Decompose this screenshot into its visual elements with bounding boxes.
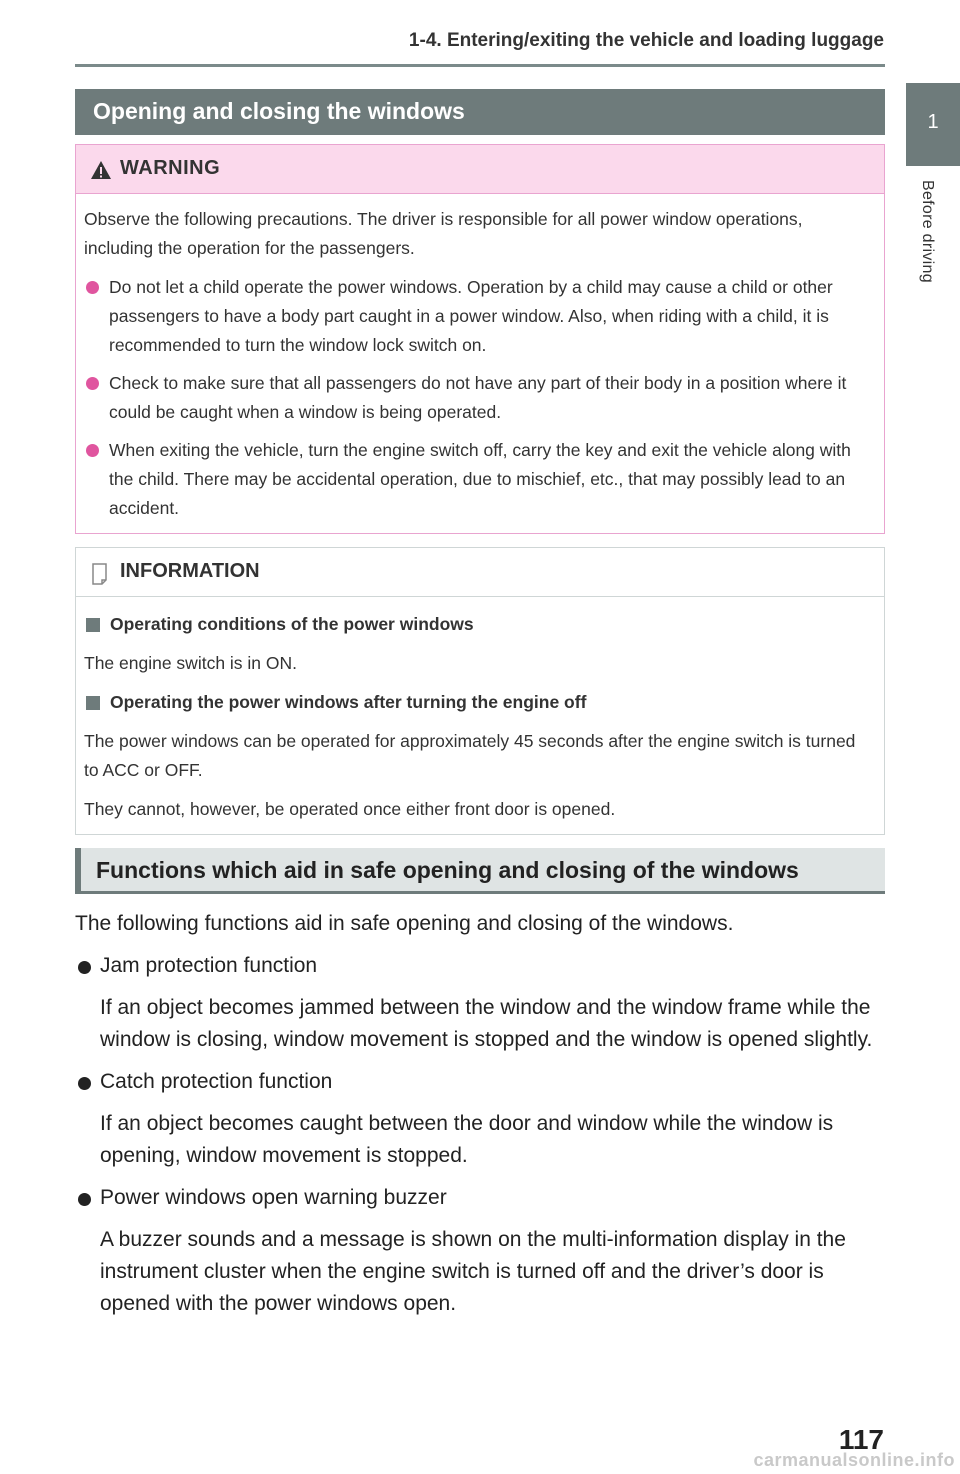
bullet-dot-icon [78, 1193, 91, 1206]
section-title: Opening and closing the windows [93, 98, 465, 124]
chapter-number: 1 [927, 111, 939, 133]
chapter-tab [906, 83, 960, 166]
section-heading-safety-functions [75, 848, 885, 894]
function-name: Jam protection function [100, 954, 318, 977]
chapter-label: Before driving [919, 180, 936, 283]
warning-title: WARNING [120, 157, 221, 179]
information-subheading [84, 688, 874, 717]
function-item [75, 1182, 885, 1214]
square-bullet-icon [86, 618, 100, 632]
bullet-dot-icon [78, 961, 91, 974]
warning-bullet-text: Do not let a child operate the power windows. Operation by a child may cause a child or other passengers to have a body part caught in a power window. Also, when riding with a child, it is recommended to turn the window lock switch on. [109, 277, 833, 355]
function-item [75, 1066, 885, 1098]
information-subheading [84, 610, 874, 639]
function-description: A buzzer sounds and a message is shown on the multi-information display in the instrument cluster when the engine switch is turned off and the driver’s door is opened with the power windows open. [100, 1228, 846, 1315]
bullet-dot-icon [86, 281, 99, 294]
warning-bullet-text: When exiting the vehicle, turn the engine switch off, carry the key and exit the vehicle along with the child. There may be accidental operation, due to mischief, etc., that may possibly lead to an accident. [109, 440, 851, 518]
info-note-icon [91, 563, 108, 585]
bullet-dot-icon [86, 377, 99, 390]
information-header [76, 548, 884, 597]
warning-triangle-icon [90, 160, 112, 180]
header-divider [75, 64, 885, 67]
warning-box [75, 144, 885, 534]
function-name: Catch protection function [100, 1070, 333, 1093]
square-bullet-icon [86, 696, 100, 710]
page-header-title: 1-4. Entering/exiting the vehicle and loading luggage [408, 30, 884, 51]
safety-functions-content [75, 908, 885, 1330]
information-box [75, 547, 885, 835]
information-title: INFORMATION [120, 560, 260, 582]
information-paragraph: The engine switch is in ON. [84, 653, 298, 673]
information-paragraph: The power windows can be operated for approximately 45 seconds after the engine switch is turned to ACC or OFF. [84, 731, 856, 780]
warning-header [76, 145, 884, 194]
subheading-text: Operating conditions of the power windows [110, 614, 474, 634]
warning-body [84, 205, 874, 532]
warning-bullet [84, 436, 874, 523]
watermark: carmanualsonline.info [753, 1450, 955, 1470]
bullet-dot-icon [78, 1077, 91, 1090]
information-body [84, 610, 874, 834]
page-number: 117 [838, 1424, 884, 1455]
warning-bullet-text: Check to make sure that all passengers do not have any part of their body in a position where it could be caught when a window is being operated. [109, 373, 847, 422]
function-description: If an object becomes caught between the door and window while the window is opening, window movement is stopped. [100, 1112, 834, 1167]
subheading-text: Operating the power windows after turning the engine off [110, 692, 587, 712]
warning-intro: Observe the following precautions. The driver is responsible for all power window operations, including the operation for the passengers. [84, 209, 803, 258]
section-intro: The following functions aid in safe opening and closing of the windows. [75, 912, 734, 935]
section-title: Functions which aid in safe opening and closing of the windows [96, 857, 799, 883]
section-heading-windows [75, 89, 885, 135]
information-paragraph: They cannot, however, be operated once either front door is opened. [84, 799, 616, 819]
function-name: Power windows open warning buzzer [100, 1186, 447, 1209]
bullet-dot-icon [86, 444, 99, 457]
warning-bullet [84, 369, 874, 427]
warning-bullet [84, 273, 874, 360]
function-description: If an object becomes jammed between the window and the window frame while the window is closing, window movement is stopped and the window is opened slightly. [100, 996, 873, 1051]
function-item [75, 950, 885, 982]
